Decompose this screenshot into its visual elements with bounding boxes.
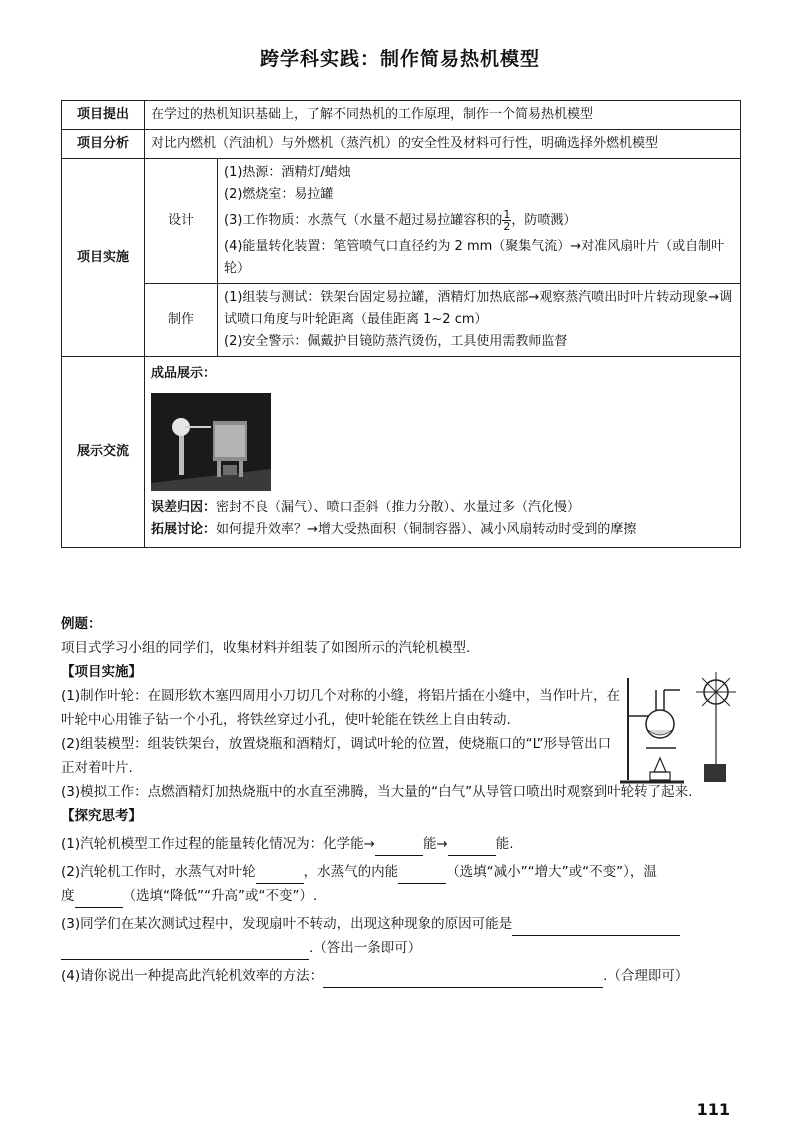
extend-line [151, 519, 734, 541]
question-text: （选填“降低”“升高”或“不变”）. [122, 888, 318, 904]
answer-blank[interactable] [398, 883, 446, 884]
row-text-proposal: 在学过的热机知识基础上，了解不同热机的工作原理，制作一个简易热机模型 [145, 101, 741, 130]
question-text: .（答出一条即可） [309, 940, 422, 956]
table-row [62, 101, 741, 130]
design-content [218, 159, 741, 284]
design-text: ，防喷溅） [511, 213, 577, 228]
make-line: (2)安全警示：佩戴护目镜防蒸汽烫伤，工具使用需教师监督 [224, 334, 568, 349]
table-row [62, 159, 741, 284]
error-label: 误差归因： [151, 500, 217, 515]
impl-item: (1)制作叶轮：在圆形软木塞四周用小刀切几个对称的小缝，将铝片插在小缝中，当作叶片，在叶轮中心用锥子钻一个小孔，将铁丝穿过小孔，使叶轮能在铁丝上自由转动. [61, 688, 621, 728]
fraction-denominator: 2 [503, 220, 511, 233]
product-photo [151, 393, 271, 491]
table-row [62, 284, 741, 357]
question-3 [61, 912, 741, 936]
table-row [62, 130, 741, 159]
answer-blank[interactable] [512, 935, 680, 936]
turbine-apparatus-diagram [618, 668, 748, 788]
question-2-cont [61, 884, 741, 908]
example-intro: 项目式学习小组的同学们，收集材料并组装了如图所示的汽轮机模型. [61, 640, 471, 656]
question-text: ，水蒸气的内能 [303, 864, 399, 880]
exchange-content [145, 357, 741, 548]
make-line: (1)组装与测试：铁架台固定易拉罐，酒精灯加热底部→观察蒸汽喷出时叶片转动现象→调试喷口角度与叶轮距离（最佳距离 1~2 cm） [224, 290, 733, 327]
row-head-analysis: 项目分析 [62, 130, 145, 159]
design-line: (1)热源：酒精灯/蜡烛 [224, 165, 351, 180]
answer-blank[interactable] [61, 959, 309, 960]
question-2 [61, 860, 741, 884]
answer-blank[interactable] [75, 907, 123, 908]
error-text: 密封不良（漏气）、喷口歪斜（推力分散）、水量过多（汽化慢） [216, 500, 581, 515]
page-number: 111 [696, 1100, 730, 1119]
impl-item: (2)组装模型：组装铁架台，放置烧瓶和酒精灯，调试叶轮的位置，使烧瓶口的“L”形导管出口正对着叶片. [61, 736, 612, 776]
question-3-cont [61, 936, 741, 960]
question-text: (3)同学们在某次测试过程中，发现扇叶不转动，出现这种现象的原因可能是 [61, 916, 513, 932]
design-label: 设计 [145, 159, 218, 284]
question-4 [61, 964, 741, 988]
design-line: (2)燃烧室：易拉罐 [224, 187, 334, 202]
row-head-implementation: 项目实施 [62, 159, 145, 357]
question-text: 能. [495, 836, 514, 852]
table-row [62, 357, 741, 548]
example-label: 例题： [61, 616, 102, 632]
question-text: .（合理即可） [603, 968, 689, 984]
show-label: 成品展示： [151, 366, 217, 381]
implementation-heading: 【项目实施】 [61, 664, 142, 680]
fraction-numerator: 1 [503, 208, 511, 221]
page-title: 跨学科实践：制作简易热机模型 [259, 48, 540, 70]
row-head-proposal: 项目提出 [62, 101, 145, 130]
answer-blank[interactable] [448, 855, 496, 856]
thinking-heading: 【探究思考】 [61, 808, 142, 824]
question-text: 能→ [422, 836, 448, 852]
make-label: 制作 [145, 284, 218, 357]
question-text: （选填“减小”“增大”或“不变”），温 [446, 864, 657, 880]
make-content [218, 284, 741, 357]
extend-label: 拓展讨论： [151, 522, 217, 537]
extend-text: 如何提升效率？→增大受热面积（铜制容器）、减小风扇转动时受到的摩擦 [216, 522, 637, 537]
row-head-exchange: 展示交流 [62, 357, 145, 548]
design-text: (3)工作物质：水蒸气（水量不超过易拉罐容积的 [224, 213, 503, 228]
project-table [61, 100, 741, 548]
question-text: (1)汽轮机模型工作过程的能量转化情况为：化学能→ [61, 836, 375, 852]
impl-item: (3)模拟工作：点燃酒精灯加热烧瓶中的水直至沸腾，当大量的“白气”从导管口喷出时观察到叶轮转了起来. [61, 784, 693, 800]
design-line: (4)能量转化装置：笔管喷气口直径约为 2 mm（聚集气流）→对准风扇叶片（或自制叶轮） [224, 239, 725, 276]
question-text: (4)请你说出一种提高此汽轮机效率的方法： [61, 968, 324, 984]
question-1 [61, 832, 741, 856]
design-line-fraction [224, 206, 734, 236]
answer-blank[interactable] [323, 987, 603, 988]
question-text: (2)汽轮机工作时，水蒸气对叶轮 [61, 864, 256, 880]
question-text: 度 [61, 888, 75, 904]
answer-blank[interactable] [375, 855, 423, 856]
error-line [151, 497, 734, 519]
steam-engine-photo-image [151, 393, 271, 491]
row-text-analysis: 对比内燃机（汽油机）与外燃机（蒸汽机）的安全性及材料可行性，明确选择外燃机模型 [145, 130, 741, 159]
